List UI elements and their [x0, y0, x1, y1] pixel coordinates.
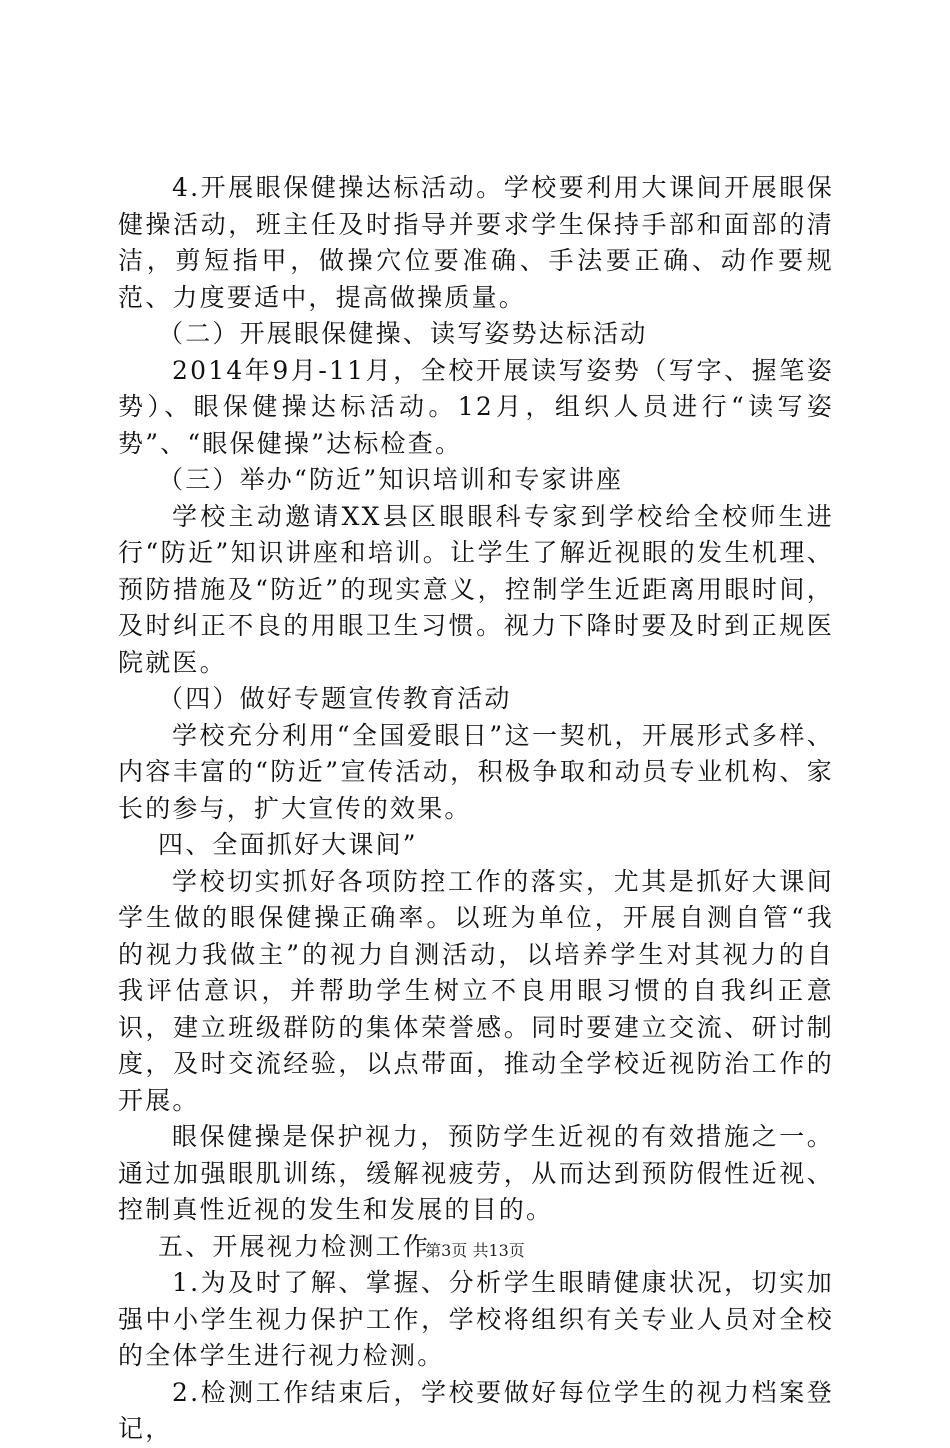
heading-section-4: （四）做好专题宣传教育活动	[158, 684, 512, 713]
paragraph-break-time: 学校切实抓好各项防控工作的落实，尤其是抓好大课间学生做的眼保健操正确率。以班为单位，开展自测自管“我的视力我做主”的视力自测活动，以培养学生对其视力的自我评估意识，并帮助学生树立不良用眼习惯的自我纠正意识，建立班级群防的集体荣誉感。同时要建立交流、研讨制度，及时交流经验，以点带面，推动全学校近视防治工作的开展。	[118, 866, 834, 1115]
paragraph-expert-lecture: 学校主动邀请XX县区眼眼科专家到学校给全校师生进行“防近”知识讲座和培训。让学生了解近视眼的发生机理、预防措施及“防近”的现实意义，控制学生近距离用眼时间，及时纠正不良的用眼卫生习惯。视力下降时要及时到正规医院就医。	[118, 501, 834, 677]
heading-section-3: （三）举办“防近”知识培训和专家讲座	[158, 465, 624, 494]
page-number-footer: 第3页 共13页	[425, 1241, 525, 1260]
paragraph-eye-exercise-purpose: 眼保健操是保护视力，预防学生近视的有效措施之一。通过加强眼肌训练，缓解视疲劳，从而达到预防假性近视、控制真性近视的发生和发展的目的。	[118, 1122, 834, 1224]
paragraph-posture-activity: 2014年9月-11月，全校开展读写姿势（写字、握笔姿势）、眼保健操达标活动。12月，组织人员进行“读写姿势”、“眼保健操”达标检查。	[118, 355, 834, 458]
heading-part-5: 五、开展视力检测工作	[158, 1231, 431, 1261]
heading-part-4: 四、全面抓好大课间”	[158, 830, 418, 859]
paragraph-vision-test-1: 1.为及时了解、掌握、分析学生眼睛健康状况，切实加强中小学生视力保护工作，学校将组织有关专业人员对全校的全体学生进行视力检测。	[118, 1268, 834, 1370]
paragraph-eye-exercise-standard: 4.开展眼保健操达标活动。学校要利用大课间开展眼保健操活动，班主任及时指导并要求学生保持手部和面部的清洁，剪短指甲，做操穴位要准确、手法要正确、动作要规范、力度要适中，提高做操质量。	[118, 173, 834, 312]
paragraph-publicity: 学校充分利用“全国爱眼日”这一契机，开展形式多样、内容丰富的“防近”宣传活动，积极争取和动员专业机构、家长的参与，扩大宣传的效果。	[118, 720, 834, 823]
paragraph-vision-test-2: 2.检测工作结束后，学校要做好每位学生的视力档案登记，	[118, 1377, 834, 1443]
heading-section-2: （二）开展眼保健操、读写姿势达标活动	[158, 319, 648, 348]
